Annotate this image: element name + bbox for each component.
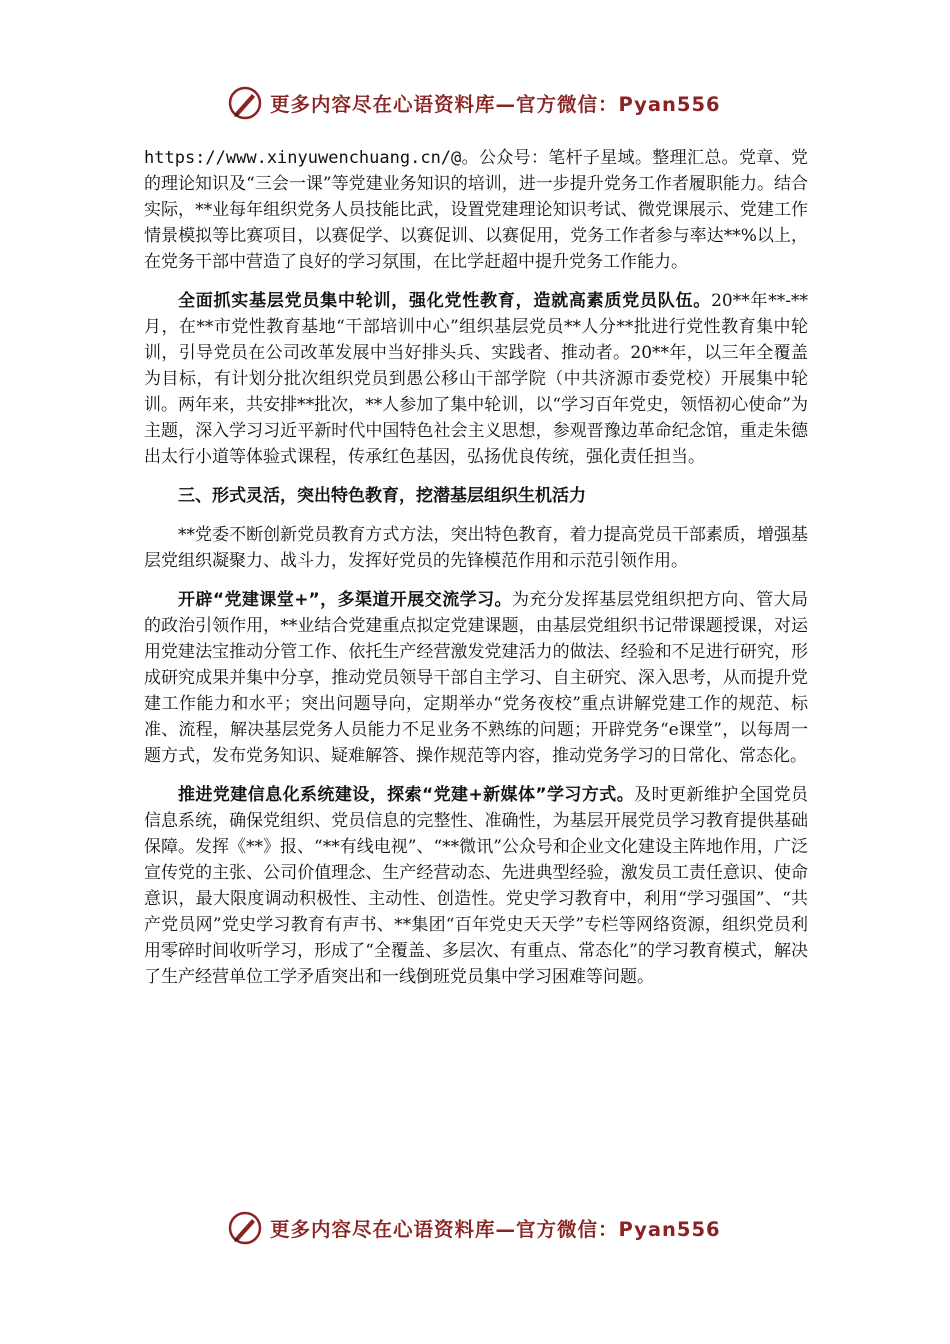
paragraph-lead: 开辟“党建课堂+”，多渠道开展交流学习。 [178,590,512,610]
paragraph: https://www.xinyuwenchuang.cn/@。公众号：笔杆子星域。整理汇总。党章、党的理论知识及“三会一课”等党建业务知识的培训，进一步提升党务工作者履职能力。结合实际，**业每年组织党务人员技能比武，设置党建理论知识考试、微党课展示、党建工作情景模拟等比赛项目，以赛促学、以赛促训、以赛促用，党务工作者参与率达**%以上，在党务干部中营造了良好的学习氛围，在比学赶超中提升党务工作能力。 [144,148,808,272]
header-banner [226,84,721,122]
pen-logo-icon [226,1209,264,1247]
paragraph: **党委不断创新党员教育方式方法，突出特色教育，着力提高党员干部素质，增强基层党组织凝聚力、战斗力，发挥好党员的先锋模范作用和示范引领作用。 [144,525,808,571]
paragraph: 推进党建信息化系统建设，探索“党建+新媒体”学习方式。及时更新维护全国党员信息系统，确保党组织、党员信息的完整性、准确性，为基层开展党员学习教育提供基础保障。发挥《**》报、“**有线电视”、“**微讯”公众号和企业文化建设主阵地作用，广泛宣传党的主张、公司价值理念、生产经营动态、先进典型经验，激发员工责任意识、使命意识，最大限度调动积极性、主动性、创造性。党史学习教育中，利用“学习强国”、“共产党员网”党史学习教育有声书、**集团“百年党史天天学”专栏等网络资源，组织党员利用零碎时间收听学习，形成了“全覆盖、多层次、有重点、常态化”的学习教育模式，解决了生产经营单位工学矛盾突出和一线倒班党员集中学习困难等问题。 [144,785,809,987]
header-banner-text: 更多内容尽在心语资料库—官方微信：Pyan556 [270,93,721,116]
pen-logo-icon [226,84,264,122]
paragraph-lead: 推进党建信息化系统建设，探索“党建+新媒体”学习方式。 [178,785,635,805]
footer-banner-text: 更多内容尽在心语资料库—官方微信：Pyan556 [270,1218,721,1241]
document-body [144,145,808,1003]
source-url: https://www.xinyuwenchuang.cn/@ [144,148,462,168]
paragraph-lead: 全面抓实基层党员集中轮训，强化党性教育，造就高素质党员队伍。 [178,291,712,311]
paragraph: 开辟“党建课堂+”，多渠道开展交流学习。为充分发挥基层党组织把方向、管大局的政治引领作用，**业结合党建重点拟定党建课题，由基层党组织书记带课题授课，对运用党建法宝推动分管工作、依托生产经营激发党建活力的做法、经验和不足进行研究，形成研究成果并集中分享，推动党员领导干部自主学习、自主研究、深入思考，从而提升党建工作能力和水平；突出问题导向，定期举办“党务夜校”重点讲解党建工作的规范、标准、流程，解决基层党务人员能力不足业务不熟练的问题；开辟党务“e课堂”，以每周一题方式，发布党务知识、疑难解答、操作规范等内容，推动党务学习的日常化、常态化。 [144,590,808,766]
section-heading: 三、形式灵活，突出特色教育，挖潜基层组织生机活力 [178,486,586,506]
paragraph: 全面抓实基层党员集中轮训，强化党性教育，造就高素质党员队伍。20**年**-**月，在**市党性教育基地“干部培训中心”组织基层党员**人分**批进行党性教育集中轮训，引导党员在公司改革发展中当好排头兵、实践者、推动者。20**年，以三年全覆盖为目标，有计划分批次组织党员到愚公移山干部学院（中共济源市委党校）开展集中轮训。两年来，共安排**批次，**人参加了集中轮训，以“学习百年党史，领悟初心使命”为主题，深入学习习近平新时代中国特色社会主义思想，参观晋豫边革命纪念馆，重走朱德出太行小道等体验式课程，传承红色基因，弘扬优良传统，强化责任担当。 [144,291,808,467]
footer-banner [226,1209,721,1247]
